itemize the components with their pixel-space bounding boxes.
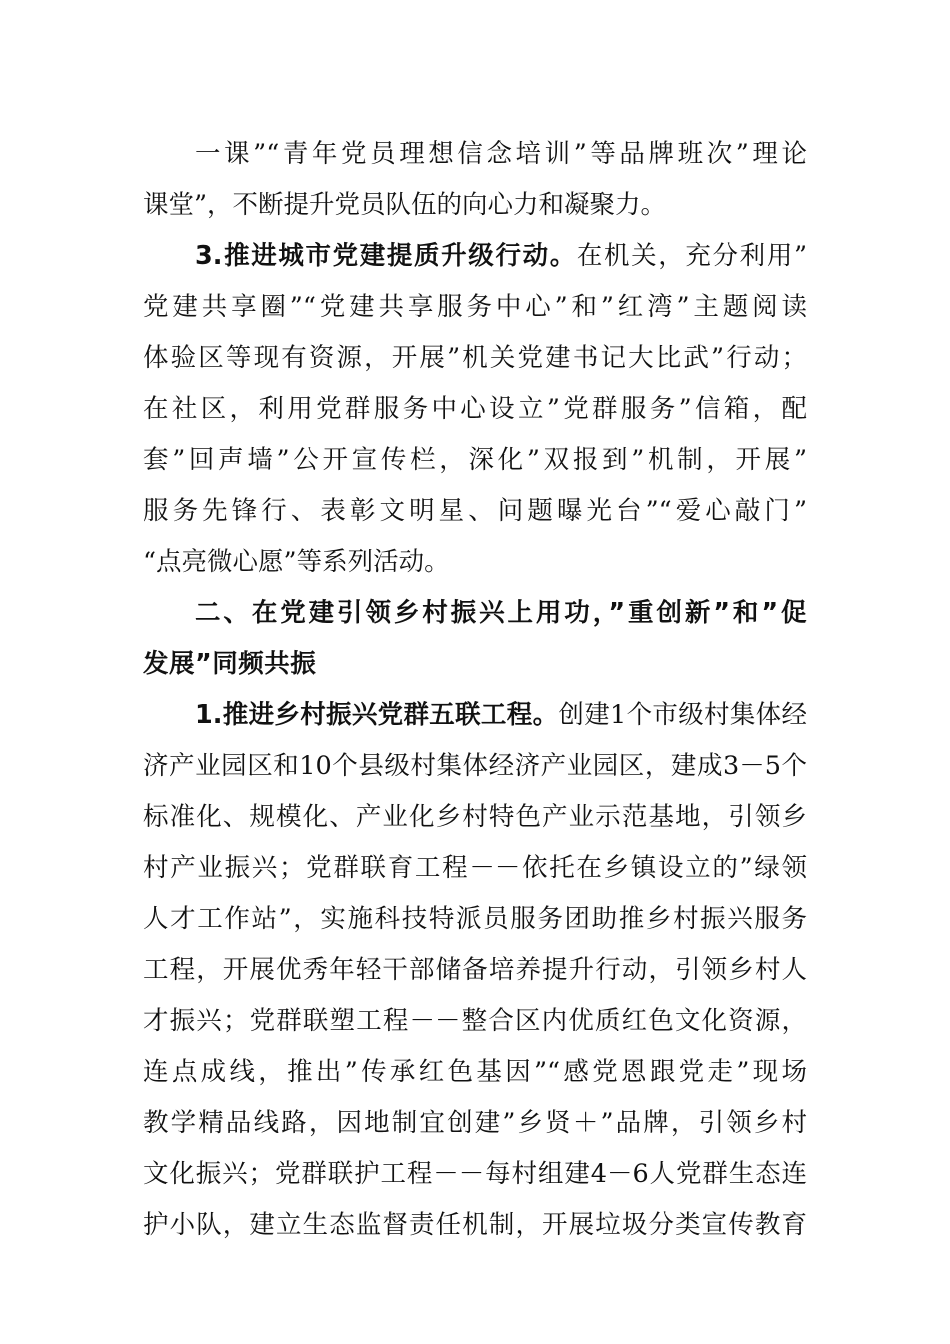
line-text: 体验区等现有资源，开展”机关党建书记大比武”行动； [143,343,807,373]
line-text: 人才工作站”，实施科技特派员服务团助推乡村振兴服务 [143,904,807,934]
line-text: 在社区，利用党群服务中心设立”党群服务”信箱，配 [143,394,807,424]
line-text: 一课”“青年党员理想信念培训”等品牌班次”理论 [195,139,807,169]
paragraph-line [195,136,807,172]
section-heading-text: 发展”同频共振 [143,649,317,679]
paragraph-line [143,391,807,427]
paragraph-line [143,748,807,784]
line-text: 标准化、规模化、产业化乡村特色产业示范基地，引领乡 [143,802,807,832]
paragraph-line [143,1207,807,1243]
line-text: 创建1个市级村集体经 [558,700,807,730]
paragraph-line [143,1105,807,1141]
line-text: 才振兴；党群联塑工程－－整合区内优质红色文化资源， [143,1006,807,1036]
section-heading-text: 二、在党建引领乡村振兴上用功，”重创新”和”促 [195,598,807,628]
section-item-heading-line [195,697,807,733]
section-item-heading-line [195,238,807,274]
paragraph-line [143,289,807,325]
line-text: 教学精品线路，因地制宜创建”乡贤＋”品牌，引领乡村 [143,1108,807,1138]
paragraph-line [143,850,807,886]
section-heading-line [195,595,807,631]
paragraph-line [143,1003,807,1039]
paragraph-line [143,1156,807,1192]
paragraph-line [143,799,807,835]
line-text: 服务先锋行、表彰文明星、问题曝光台”“爱心敲门” [143,496,807,526]
line-text: 工程，开展优秀年轻干部储备培养提升行动，引领乡村人 [143,955,807,985]
item-title-bold: 1.推进乡村振兴党群五联工程。 [195,700,559,730]
paragraph-line [143,442,807,478]
line-text: 在机关，充分利用” [576,241,807,271]
line-text: 党建共享圈”“党建共享服务中心”和”红湾”主题阅读 [143,292,807,322]
line-text: 套”回声墙”公开宣传栏，深化”双报到”机制，开展” [143,445,807,475]
paragraph-line [143,340,807,376]
line-text: 村产业振兴；党群联育工程－－依托在乡镇设立的”绿领 [143,853,807,883]
item-title-bold: 3.推进城市党建提质升级行动。 [195,241,577,271]
paragraph-line [143,544,807,580]
line-text: 连点成线，推出”传承红色基因”“感党恩跟党走”现场 [143,1057,807,1087]
paragraph-line [143,952,807,988]
line-text: “点亮微心愿”等系列活动。 [143,547,450,577]
paragraph-line [143,493,807,529]
line-text: 济产业园区和10个县级村集体经济产业园区，建成3－5个 [143,751,807,781]
line-text: 课堂”，不断提升党员队伍的向心力和凝聚力。 [143,190,667,220]
paragraph-line [143,901,807,937]
line-text: 护小队，建立生态监督责任机制，开展垃圾分类宣传教育 [143,1210,807,1240]
paragraph-line [143,187,807,223]
paragraph-line [143,1054,807,1090]
section-heading-line [143,646,807,682]
line-text: 文化振兴；党群联护工程－－每村组建4－6人党群生态连 [143,1159,807,1189]
